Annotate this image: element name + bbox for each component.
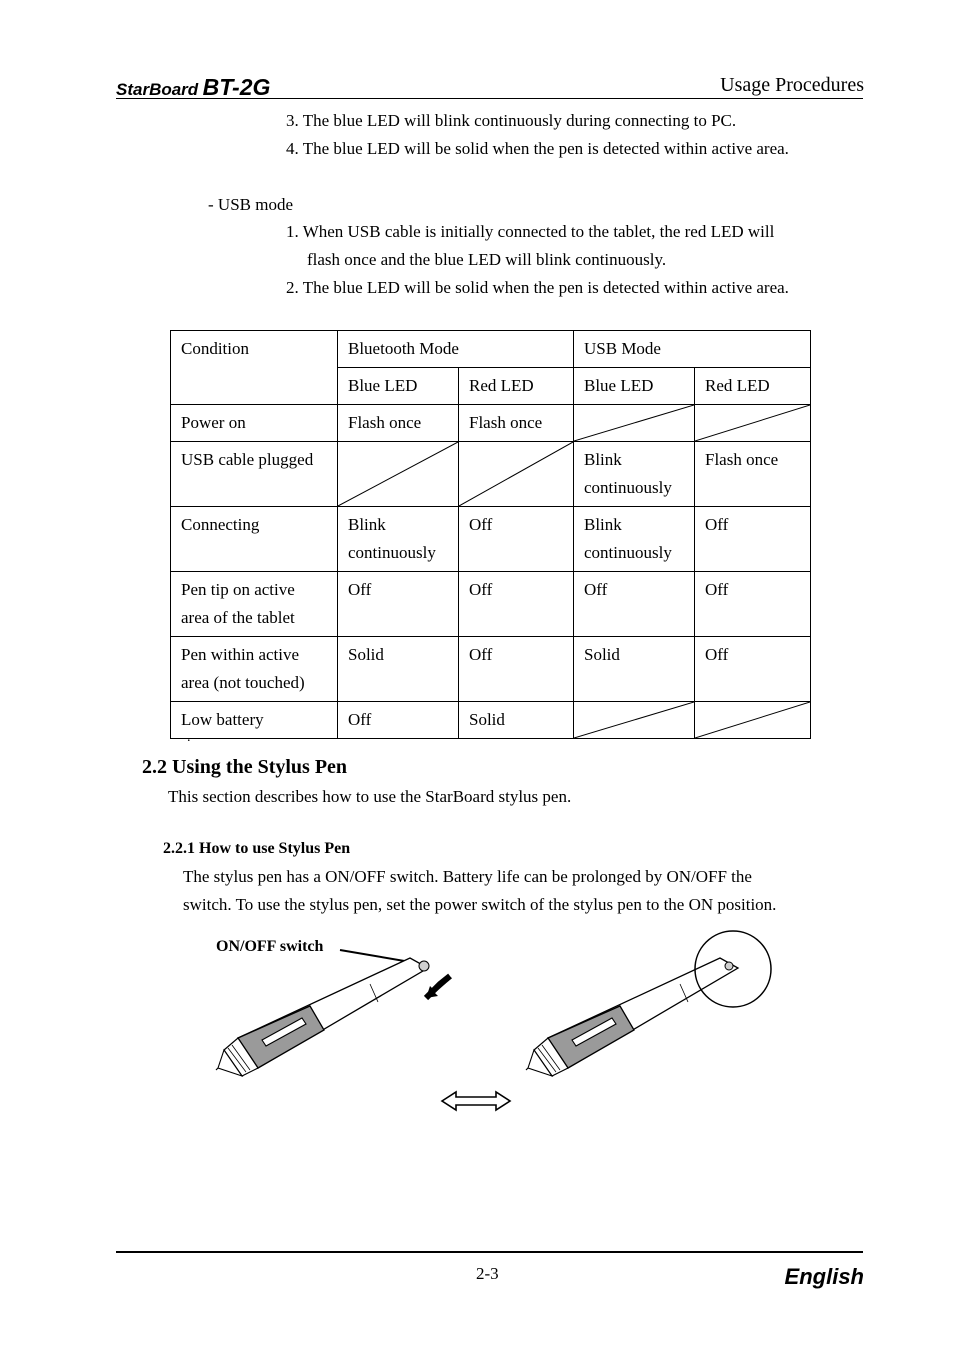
header-bt-blue-led: Blue LED xyxy=(338,368,459,405)
cell-bt-blue: Off xyxy=(338,702,459,739)
table-row xyxy=(171,442,811,507)
cell-bt-red: Flash once xyxy=(459,405,574,442)
cell-usb-blue: Blink continuously xyxy=(574,442,695,507)
cell-bt-blue: Flash once xyxy=(338,405,459,442)
cell-condition: Connecting xyxy=(171,507,338,572)
cell-usb-blue: Off xyxy=(574,572,695,637)
header-usb-blue-led: Blue LED xyxy=(574,368,695,405)
double-arrow-icon xyxy=(442,1092,510,1110)
header-section-title: Usage Procedures xyxy=(720,74,864,96)
cell-not-applicable xyxy=(338,442,459,507)
body-line-1: The stylus pen has a ON/OFF switch. Battery life can be prolonged by ON/OFF the xyxy=(183,867,752,886)
figure-caption: ON/OFF switch xyxy=(216,938,324,955)
subsection-heading: 2.2.1 How to use Stylus Pen xyxy=(163,840,351,857)
page-number: 2-3 xyxy=(476,1264,499,1283)
stylus-pen-figure xyxy=(200,920,800,1120)
cell-usb-red: Flash once xyxy=(695,442,811,507)
table-row xyxy=(171,507,811,572)
stray-dot: . xyxy=(187,730,191,745)
cell-not-applicable xyxy=(574,702,695,739)
cell-bt-blue: Off xyxy=(338,572,459,637)
table-row xyxy=(171,637,811,702)
cell-condition: Power on xyxy=(171,405,338,442)
cell-condition: Pen tip on active area of the tablet xyxy=(171,572,338,637)
bt-step-4: 4. The blue LED will be solid when the pen is detected within active area. xyxy=(286,139,789,158)
stylus-pen-off-icon xyxy=(216,958,429,1076)
header-bt-red-led: Red LED xyxy=(459,368,574,405)
header-usb-red-led: Red LED xyxy=(695,368,811,405)
section-heading: 2.2 Using the Stylus Pen xyxy=(142,756,348,778)
cell-bt-blue: Solid xyxy=(338,637,459,702)
cell-usb-red: Off xyxy=(695,637,811,702)
cell-not-applicable xyxy=(459,442,574,507)
usb-step-1: 1. When USB cable is initially connected to the tablet, the red LED will xyxy=(286,222,775,241)
brand-name: StarBoard xyxy=(116,80,199,99)
cell-condition: Low battery xyxy=(171,702,338,739)
section-intro: This section describes how to use the StarBoard stylus pen. xyxy=(168,787,572,806)
stylus-pen-on-icon xyxy=(526,958,738,1076)
cell-condition: USB cable plugged xyxy=(171,442,338,507)
cell-bt-red: Solid xyxy=(459,702,574,739)
header-bluetooth-mode: Bluetooth Mode xyxy=(338,331,574,368)
table-row xyxy=(171,702,811,739)
header-condition: Condition xyxy=(171,331,338,405)
cell-usb-red: Off xyxy=(695,572,811,637)
cell-bt-red: Off xyxy=(459,637,574,702)
cell-not-applicable xyxy=(574,405,695,442)
push-arrow-shaft xyxy=(426,976,450,998)
table-row xyxy=(171,572,811,637)
usb-mode-label: - USB mode xyxy=(208,195,293,214)
footer-rule xyxy=(116,1251,863,1253)
header-usb-mode: USB Mode xyxy=(574,331,811,368)
cell-usb-red: Off xyxy=(695,507,811,572)
table-row xyxy=(171,405,811,442)
cell-usb-blue: Solid xyxy=(574,637,695,702)
led-status-table xyxy=(170,330,811,739)
cell-not-applicable xyxy=(695,405,811,442)
model-name: BT-2G xyxy=(202,74,271,100)
usb-step-2: 2. The blue LED will be solid when the pen is detected within active area. xyxy=(286,278,789,297)
cell-usb-blue: Blink continuously xyxy=(574,507,695,572)
usb-step-1-cont: flash once and the blue LED will blink continuously. xyxy=(307,250,667,269)
footer-language: English xyxy=(784,1264,864,1289)
cell-bt-blue: Blink continuously xyxy=(338,507,459,572)
cell-condition: Pen within active area (not touched) xyxy=(171,637,338,702)
header-rule xyxy=(116,98,863,99)
cell-not-applicable xyxy=(695,702,811,739)
cell-bt-red: Off xyxy=(459,572,574,637)
body-line-2: switch. To use the stylus pen, set the power switch of the stylus pen to the ON position. xyxy=(183,895,777,914)
bt-step-3: 3. The blue LED will blink continuously during connecting to PC. xyxy=(286,111,737,130)
brand-logo xyxy=(116,74,270,101)
cell-bt-red: Off xyxy=(459,507,574,572)
